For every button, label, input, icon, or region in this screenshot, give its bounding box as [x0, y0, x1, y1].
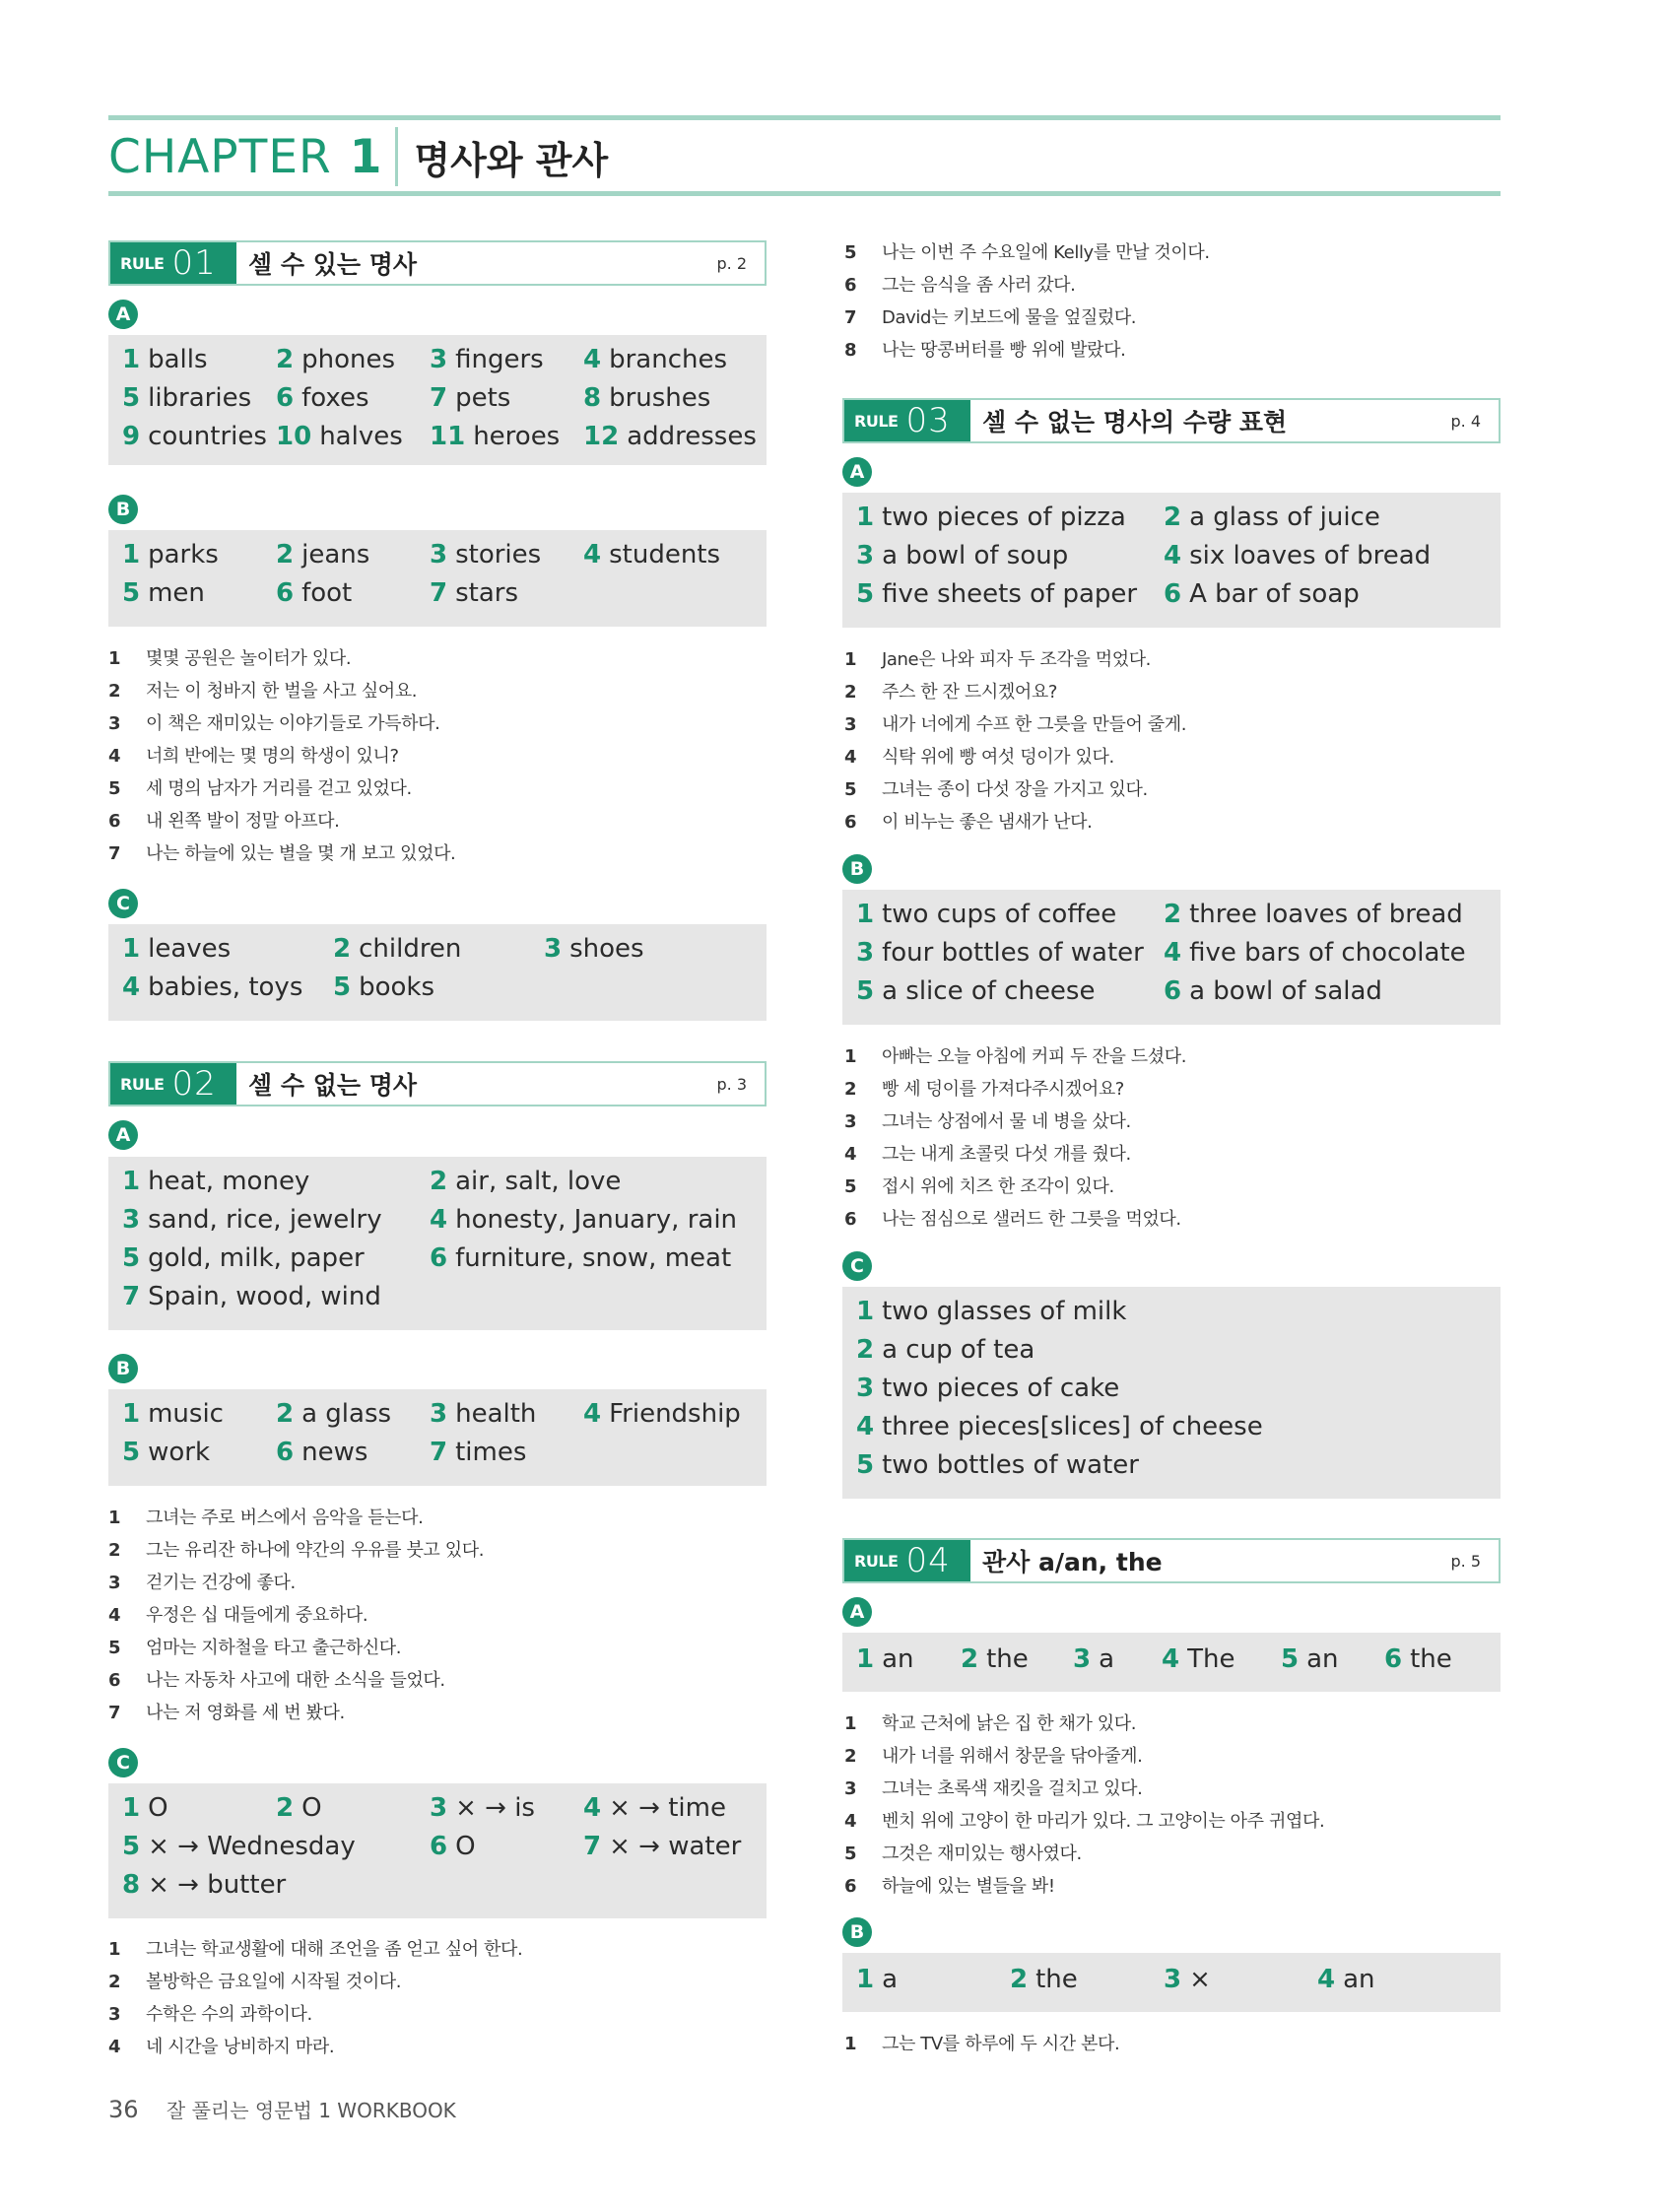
- translation-line: 3 수학은 수의 과학이다.: [108, 2004, 312, 2025]
- chapter-label: CHAPTER: [108, 129, 332, 184]
- rule-02-c-badge: C: [108, 1748, 138, 1777]
- translation-line: 5 접시 위에 치즈 한 조각이 있다.: [844, 1176, 1114, 1197]
- answer-item: 5 libraries: [122, 383, 252, 413]
- translation-line: 6 나는 자동차 사고에 대한 소식을 들었다.: [108, 1670, 445, 1691]
- answer-item: 2 the: [961, 1644, 1029, 1674]
- answer-item: 5 five sheets of paper: [856, 579, 1138, 609]
- answer-item: 1 two glasses of milk: [856, 1297, 1127, 1326]
- rule-03-b-answers: [842, 890, 1501, 1025]
- rule-04-label: RULE: [854, 1551, 899, 1571]
- translation-line: 6 내 왼쪽 발이 정말 아프다.: [108, 811, 340, 832]
- answer-item: 11 heroes: [430, 422, 561, 451]
- rule-04-header: [842, 1538, 1501, 1583]
- answer-item: 4 babies, toys: [122, 972, 303, 1002]
- rule-01-b-answers: [108, 530, 767, 627]
- translation-line: 3 그녀는 초록색 재킷을 걸치고 있다.: [844, 1778, 1143, 1799]
- rule-02-a-answers: [108, 1157, 767, 1330]
- answer-item: 2 phones: [276, 345, 396, 374]
- translation-line: 5 그것은 재미있는 행사였다.: [844, 1843, 1082, 1864]
- answer-item: 1 balls: [122, 345, 208, 374]
- rule-04-b-badge: B: [842, 1917, 872, 1947]
- rule-03-number: 03: [905, 401, 951, 440]
- translation-line: 5 세 명의 남자가 거리를 걷고 있었다.: [108, 778, 412, 799]
- rule-01-label: RULE: [120, 253, 165, 273]
- answer-item: 7 × → water: [583, 1832, 742, 1861]
- translation-line: 3 내가 너에게 수프 한 그릇을 만들어 줄게.: [844, 714, 1187, 735]
- answer-item: 4 × → time: [583, 1793, 726, 1823]
- answer-item: 6 the: [1384, 1644, 1452, 1674]
- answer-item: 4 students: [583, 540, 721, 570]
- translation-line: 2 저는 이 청바지 한 벌을 사고 싶어요.: [108, 681, 418, 702]
- rule-04-title: 관사 a/an, the: [982, 1548, 1163, 1576]
- rule-03-a-badge: A: [842, 457, 872, 487]
- rule-04-page: p. 5: [1450, 1551, 1481, 1571]
- chapter-rule-bottom: [108, 191, 1501, 196]
- translation-line: 4 벤치 위에 고양이 한 마리가 있다. 그 고양이는 아주 귀엽다.: [844, 1811, 1325, 1832]
- translation-line: 4 우정은 십 대들에게 중요하다.: [108, 1605, 368, 1626]
- rule-03-c-badge: C: [842, 1251, 872, 1281]
- answer-item: 2 air, salt, love: [430, 1167, 622, 1196]
- answer-item: 2 a glass: [276, 1399, 392, 1429]
- rule-02-c-answers: [108, 1783, 767, 1918]
- rule-01-a-answers: [108, 335, 767, 465]
- translation-line: 3 걷기는 건강에 좋다.: [108, 1573, 296, 1593]
- answer-item: 7 stars: [430, 578, 519, 608]
- chapter-title: 명사와 관사: [414, 138, 609, 182]
- translation-line: 6 이 비누는 좋은 냄새가 난다.: [844, 812, 1093, 833]
- translation-line: 6 나는 점심으로 샐러드 한 그릇을 먹었다.: [844, 1209, 1181, 1230]
- translation-line: 5 그녀는 종이 다섯 장을 가지고 있다.: [844, 779, 1148, 800]
- answer-item: 3 fingers: [430, 345, 544, 374]
- translation-line: 4 네 시간을 낭비하지 마라.: [108, 2037, 335, 2057]
- translation-line: 2 볼방학은 금요일에 시작될 것이다.: [108, 1972, 402, 1992]
- answer-item: 3 a: [1073, 1644, 1115, 1674]
- answer-item: 6 furniture, snow, meat: [430, 1243, 732, 1273]
- rule-04-a-badge: A: [842, 1597, 872, 1627]
- chapter-number: 1: [349, 129, 382, 184]
- translation-line: 1 그는 TV를 하루에 두 시간 본다.: [844, 2034, 1120, 2054]
- answer-item: 3 health: [430, 1399, 537, 1429]
- answer-item: 7 times: [430, 1438, 527, 1467]
- translation-line: 6 그는 음식을 좀 사러 갔다.: [844, 275, 1076, 296]
- rule-01-a-badge: A: [108, 300, 138, 329]
- answer-item: 7 Spain, wood, wind: [122, 1282, 381, 1311]
- rule-02-number: 02: [171, 1064, 217, 1104]
- answer-item: 4 The: [1162, 1644, 1235, 1674]
- answer-item: 1 a: [856, 1965, 899, 1994]
- answer-item: 1 parks: [122, 540, 219, 570]
- answer-item: 5 books: [333, 972, 435, 1002]
- translation-line: 4 그는 내게 초콜릿 다섯 개를 줬다.: [844, 1144, 1131, 1165]
- translation-line: 7 나는 저 영화를 세 번 봤다.: [108, 1703, 345, 1723]
- answer-item: 6 foxes: [276, 383, 369, 413]
- answer-item: 2 the: [1010, 1965, 1078, 1994]
- answer-item: 6 a bowl of salad: [1164, 976, 1382, 1006]
- answer-item: 5 an: [1281, 1644, 1339, 1674]
- answer-item: 5 work: [122, 1438, 211, 1467]
- rule-02-label: RULE: [120, 1074, 165, 1094]
- answer-item: 5 two bottles of water: [856, 1450, 1139, 1480]
- rule-01-header: [108, 240, 767, 286]
- answer-item: 4 honesty, January, rain: [430, 1205, 738, 1235]
- answer-item: 6 foot: [276, 578, 353, 608]
- translation-line: 5 나는 이번 주 수요일에 Kelly를 만날 것이다.: [844, 242, 1210, 263]
- rule-03-title: 셀 수 없는 명사의 수량 표현: [982, 408, 1288, 436]
- answer-item: 1 heat, money: [122, 1167, 310, 1196]
- answer-item: 3 four bottles of water: [856, 938, 1144, 968]
- rule-02-a-badge: A: [108, 1120, 138, 1150]
- translation-line: 6 하늘에 있는 별들을 봐!: [844, 1876, 1055, 1897]
- rule-03-a-answers: [842, 493, 1501, 628]
- rule-04-b-answers: [842, 1953, 1501, 2012]
- translation-line: 3 그녀는 상점에서 물 네 병을 샀다.: [844, 1111, 1131, 1132]
- book-title: 잘 풀리는 영문법 1 WORKBOOK: [166, 2099, 456, 2122]
- answer-item: 2 jeans: [276, 540, 370, 570]
- chapter-divider: [395, 127, 398, 186]
- translation-line: 5 엄마는 지하철을 타고 출근하신다.: [108, 1638, 402, 1658]
- answer-item: 4 Friendship: [583, 1399, 741, 1429]
- chapter-rule-top: [108, 115, 1501, 120]
- answer-item: 3 a bowl of soup: [856, 541, 1069, 570]
- translation-line: 1 아빠는 오늘 아침에 커피 두 잔을 드셨다.: [844, 1046, 1187, 1067]
- translation-line: 2 내가 너를 위해서 창문을 닦아줄게.: [844, 1746, 1143, 1767]
- answer-item: 2 a glass of juice: [1164, 503, 1380, 532]
- answer-item: 3 × → is: [430, 1793, 535, 1823]
- translation-line: 1 몇몇 공원은 놀이터가 있다.: [108, 648, 352, 669]
- answer-item: 4 five bars of chocolate: [1164, 938, 1466, 968]
- answer-item: 3 sand, rice, jewelry: [122, 1205, 382, 1235]
- rule-01-page: p. 2: [716, 253, 747, 273]
- rule-02-page: p. 3: [716, 1074, 747, 1094]
- answer-item: 8 brushes: [583, 383, 711, 413]
- rule-03-b-badge: B: [842, 854, 872, 884]
- translation-line: 3 이 책은 재미있는 이야기들로 가득하다.: [108, 713, 440, 734]
- answer-item: 9 countries: [122, 422, 267, 451]
- translation-line: 1 그녀는 학교생활에 대해 조언을 좀 얻고 싶어 한다.: [108, 1939, 523, 1960]
- translation-line: 1 그녀는 주로 버스에서 음악을 듣는다.: [108, 1508, 424, 1528]
- page-number: 36: [108, 2096, 139, 2123]
- translation-line: 7 나는 하늘에 있는 별을 몇 개 보고 있었다.: [108, 843, 456, 864]
- answer-item: 4 six loaves of bread: [1164, 541, 1432, 570]
- translation-line: 1 Jane은 나와 피자 두 조각을 먹었다.: [844, 649, 1152, 670]
- rule-01-c-answers: [108, 924, 767, 1021]
- rule-02-b-badge: B: [108, 1354, 138, 1383]
- answer-item: 6 news: [276, 1438, 368, 1467]
- answer-item: 6 A bar of soap: [1164, 579, 1360, 609]
- translation-line: 4 너희 반에는 몇 명의 학생이 있니?: [108, 746, 399, 767]
- answer-item: 1 O: [122, 1793, 168, 1823]
- answer-item: 5 a slice of cheese: [856, 976, 1096, 1006]
- rule-01-c-badge: C: [108, 889, 138, 918]
- rule-04-number: 04: [905, 1541, 951, 1580]
- answer-item: 10 halves: [276, 422, 403, 451]
- answer-item: 2 children: [333, 934, 462, 964]
- answer-item: 3 stories: [430, 540, 542, 570]
- answer-item: 2 three loaves of bread: [1164, 900, 1463, 929]
- answer-item: 1 music: [122, 1399, 224, 1429]
- rule-03-page: p. 4: [1450, 411, 1481, 431]
- answer-item: 4 an: [1317, 1965, 1375, 1994]
- rule-01-title: 셀 수 있는 명사: [248, 250, 418, 279]
- translation-line: 2 주스 한 잔 드시겠어요?: [844, 682, 1058, 703]
- answer-item: 2 O: [276, 1793, 322, 1823]
- rule-02-header: [108, 1061, 767, 1106]
- chapter-header: [108, 124, 608, 189]
- translation-line: 4 식탁 위에 빵 여섯 덩이가 있다.: [844, 747, 1114, 768]
- answer-item: 3 two pieces of cake: [856, 1374, 1120, 1403]
- page-footer: [108, 2095, 456, 2123]
- rule-04-a-answers: [842, 1633, 1501, 1692]
- answer-item: 6 O: [430, 1832, 476, 1861]
- answer-item: 5 men: [122, 578, 205, 608]
- answer-item: 1 two pieces of pizza: [856, 503, 1126, 532]
- answer-item: 1 leaves: [122, 934, 232, 964]
- rule-02-title: 셀 수 없는 명사: [248, 1071, 418, 1100]
- translation-line: 8 나는 땅콩버터를 빵 위에 발랐다.: [844, 340, 1126, 361]
- answer-item: 3 shoes: [544, 934, 644, 964]
- rule-01-number: 01: [171, 243, 217, 283]
- translation-line: 7 David는 키보드에 물을 엎질렀다.: [844, 307, 1137, 328]
- answer-item: 1 two cups of coffee: [856, 900, 1117, 929]
- rule-03-label: RULE: [854, 411, 899, 431]
- answer-item: 7 pets: [430, 383, 511, 413]
- rule-03-header: [842, 398, 1501, 443]
- rule-02-b-answers: [108, 1389, 767, 1486]
- translation-line: 1 학교 근처에 낡은 집 한 채가 있다.: [844, 1713, 1137, 1734]
- answer-item: 3 ×: [1164, 1965, 1211, 1994]
- translation-line: 2 빵 세 덩이를 가져다주시겠어요?: [844, 1079, 1124, 1100]
- answer-item: 12 addresses: [583, 422, 757, 451]
- rule-03-c-answers: [842, 1287, 1501, 1499]
- answer-item: 8 × → butter: [122, 1870, 287, 1900]
- translation-line: 2 그는 유리잔 하나에 약간의 우유를 붓고 있다.: [108, 1540, 485, 1561]
- rule-01-b-badge: B: [108, 495, 138, 524]
- answer-item: 5 × → Wednesday: [122, 1832, 356, 1861]
- answer-item: 4 branches: [583, 345, 728, 374]
- answer-item: 4 three pieces[slices] of cheese: [856, 1412, 1263, 1441]
- answer-item: 5 gold, milk, paper: [122, 1243, 365, 1273]
- answer-item: 1 an: [856, 1644, 914, 1674]
- answer-item: 2 a cup of tea: [856, 1335, 1035, 1365]
